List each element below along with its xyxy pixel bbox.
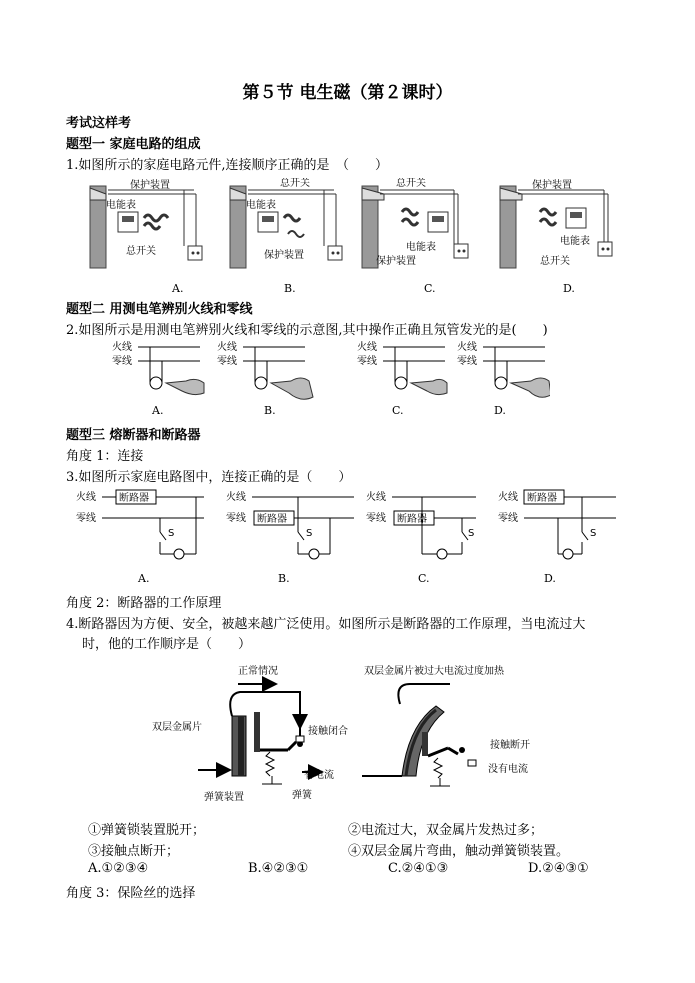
q3c-s: S [468,528,475,539]
q3d-s: S [590,528,597,539]
q3-option-a: A. [138,572,150,585]
q1-option-a: A. [172,282,184,295]
question-1: 1.如图所示的家庭电路元件,连接顺序正确的是 （ ） [66,158,389,173]
q1-figures [84,178,624,274]
type3-heading: 题型三 熔断器和断路器 [66,428,201,443]
q3b-breaker: 断路器 [257,514,287,525]
q4-has-current-label: 有电流 [304,770,334,781]
q3a-neutral: 零线 [76,513,96,524]
q4-heated-label: 双层金属片被过大电流过度加热 [364,666,504,677]
q2-option-a: A. [152,404,164,417]
q1c-protect-label: 保护装置 [376,256,416,267]
q4-spring-device-label: 弹簧装置 [204,792,244,803]
q3-fig-d [498,490,616,559]
q1-option-d: D. [563,282,575,295]
q1-option-c: C. [424,282,436,295]
q1-fig-b [230,178,342,268]
choice-c: C.②④①③ [388,861,449,876]
q1c-meter-label: 电能表 [406,242,436,253]
q3c-breaker: 断路器 [397,514,427,525]
q3-fig-a [76,490,204,559]
section-heading: 考试这样考 [66,116,132,131]
q2-option-d: D. [494,404,506,417]
q3a-s: S [168,528,175,539]
q2d-neutral: 零线 [457,356,477,367]
q1b-switch-label: 总开关 [280,178,310,189]
step-4: ④双层金属片弯曲，触动弹簧锁装置。 [348,844,570,859]
question-2: 2.如图所示是用测电笔辨别火线和零线的示意图,其中操作正确且氖管发光的是( ) [66,323,548,338]
q4-contact-open-label: 接触断开 [490,740,530,751]
q1-option-b: B. [284,282,296,295]
q4-normal [152,664,348,803]
q3d-live: 火线 [498,492,518,503]
q4-heated [362,664,530,786]
q4-bimetal-label: 双层金属片 [152,722,202,733]
q3a-live: 火线 [76,492,96,503]
step-1: ①弹簧锁装置脱开； [88,823,206,838]
q1b-protect-label: 保护装置 [264,250,304,261]
question-4-line1: 4.断路器因为方便、安全，被越来越广泛使用。如图所示是断路器的工作原理，当电流过大 [66,617,586,632]
q3-figures [76,488,616,568]
step-2: ②电流过大，双金属片发热过多； [348,823,544,838]
q4-no-current-label: 没有电流 [488,764,528,775]
q1a-protect-label: 保护装置 [130,180,170,191]
q2-fig-d [457,340,550,397]
q3b-live: 火线 [226,492,246,503]
q4-spring-label: 弹簧 [292,790,312,801]
q2a-neutral: 零线 [112,356,132,367]
q1-fig-d [500,178,612,268]
q2c-live: 火线 [357,342,377,353]
q2b-neutral: 零线 [217,356,237,367]
choice-b: B.④②③① [248,861,309,876]
q3a-breaker: 断路器 [119,493,149,504]
type2-heading: 题型二 用测电笔辨别火线和零线 [66,302,253,317]
q2b-live: 火线 [217,342,237,353]
angle-2: 角度 2：断路器的工作原理 [66,596,222,611]
q2-fig-b [217,340,313,399]
q1a-switch-label: 总开关 [126,246,156,257]
question-3: 3.如图所示家庭电路图中，连接正确的是（ ） [66,470,352,485]
q3-fig-c [366,490,476,559]
q3-option-b: B. [278,572,290,585]
q3c-neutral: 零线 [366,513,386,524]
q4-contact-closed-label: 接触闭合 [308,726,348,737]
q3-fig-b [226,490,354,559]
q2-option-c: C. [392,404,404,417]
q1d-switch-label: 总开关 [540,256,570,267]
q2c-neutral: 零线 [357,356,377,367]
q3b-s: S [306,528,313,539]
q1d-protect-label: 保护装置 [532,180,572,191]
angle-3: 角度 3：保险丝的选择 [66,886,196,901]
q3-option-d: D. [544,572,556,585]
q1c-switch-label: 总开关 [396,178,426,189]
q2-fig-c [357,340,447,395]
q3c-live: 火线 [366,492,386,503]
step-3: ③接触点断开； [88,844,180,859]
q1a-meter-label: 电能表 [106,200,136,211]
q3d-neutral: 零线 [498,513,518,524]
q4-normal-label: 正常情况 [238,666,278,677]
q1b-meter-label: 电能表 [246,200,276,211]
q3-option-c: C. [418,572,430,585]
q2d-live: 火线 [457,342,477,353]
q1d-meter-label: 电能表 [560,236,590,247]
q2-figures [110,340,550,402]
q4-figure [150,660,570,810]
q1-fig-a [90,178,202,268]
choice-d: D.②④③① [528,861,589,876]
question-4-line2: 时，他的工作顺序是（ ） [82,637,252,652]
type1-heading: 题型一 家庭电路的组成 [66,137,201,152]
q1-fig-c [362,178,468,268]
page-title: 第５节 电生磁（第２课时） [242,83,453,103]
q2-fig-a [112,340,204,395]
q3b-neutral: 零线 [226,513,246,524]
angle-1: 角度 1：连接 [66,449,144,464]
q3d-breaker: 断路器 [527,493,557,504]
q2-option-b: B. [264,404,276,417]
q2a-live: 火线 [112,342,132,353]
choice-a: A.①②③④ [88,861,149,876]
